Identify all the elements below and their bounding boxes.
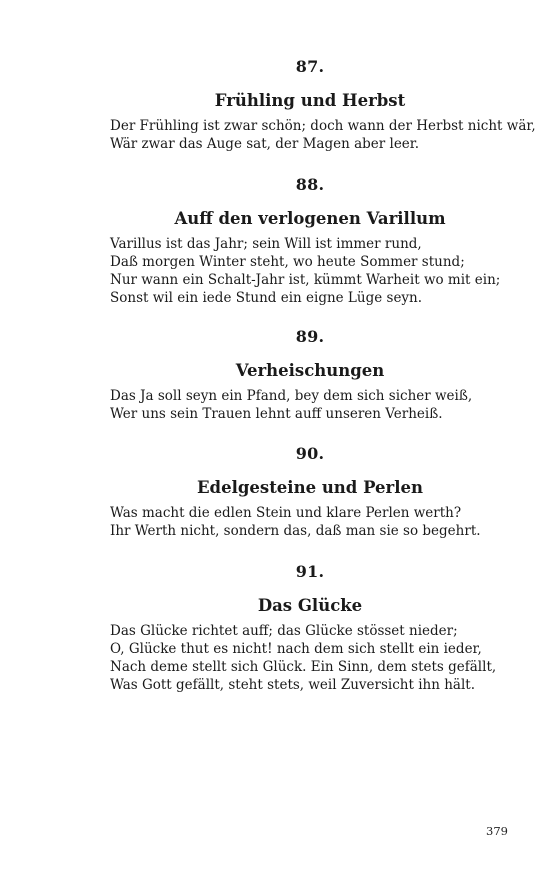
poem-line: Nur wann ein Schalt-Jahr ist, kümmt Warheit wo mit ein; [110, 272, 501, 288]
poem-lines [110, 387, 510, 423]
poem-number: 91. [295, 562, 325, 581]
poem-title: Verheischungen [235, 361, 385, 380]
poem-line: Was macht die edlen Stein und klare Perlen werth? [110, 505, 462, 521]
poem-90 [110, 445, 510, 545]
poem-line: Ihr Werth nicht, sondern das, daß man sie so begehrt. [110, 523, 481, 539]
poem-line: O, Glücke thut es nicht! nach dem sich stellt ein ieder, [110, 641, 482, 657]
poem-number: 89. [295, 327, 325, 346]
poem-87 [110, 57, 536, 158]
poem-title: Frühling und Herbst [214, 91, 406, 110]
poem-line: Das Ja soll seyn ein Pfand, bey dem sich sicher weiß, [110, 388, 473, 404]
poem-title: Das Glücke [257, 596, 363, 615]
poem-91 [110, 563, 510, 697]
poem-line: Varillus ist das Jahr; sein Will ist immer rund, [110, 236, 422, 252]
poem-line: Was Gott gefällt, steht stets, weil Zuversicht ihn hält. [110, 677, 475, 693]
poem-89 [110, 328, 510, 428]
poem-lines [110, 235, 510, 307]
poem-title: Edelgesteine und Perlen [196, 478, 424, 497]
poem-number: 87. [295, 57, 325, 76]
poem-line: Das Glücke richtet auff; das Glücke stösset nieder; [110, 623, 458, 639]
poem-line: Daß morgen Winter steht, wo heute Sommer stund; [110, 254, 465, 270]
poem-88 [110, 176, 510, 310]
poem-number: 88. [295, 175, 325, 194]
poem-line: Nach deme stellt sich Glück. Ein Sinn, dem stets gefällt, [110, 659, 497, 675]
poem-line: Sonst wil ein iede Stund ein eigne Lüge seyn. [110, 290, 423, 306]
page-number: 379 [486, 824, 508, 838]
poem-line: Wer uns sein Trauen lehnt auff unseren Verheiß. [110, 406, 443, 422]
poem-lines [110, 504, 510, 540]
poem-title: Auff den verlogenen Varillum [174, 209, 446, 228]
poem-lines [110, 622, 510, 694]
poem-lines [110, 117, 536, 153]
poem-line: Wär zwar das Auge sat, der Magen aber leer. [110, 136, 420, 152]
poem-number: 90. [295, 444, 325, 463]
poem-line: Der Frühling ist zwar schön; doch wann der Herbst nicht wär, [110, 118, 536, 134]
